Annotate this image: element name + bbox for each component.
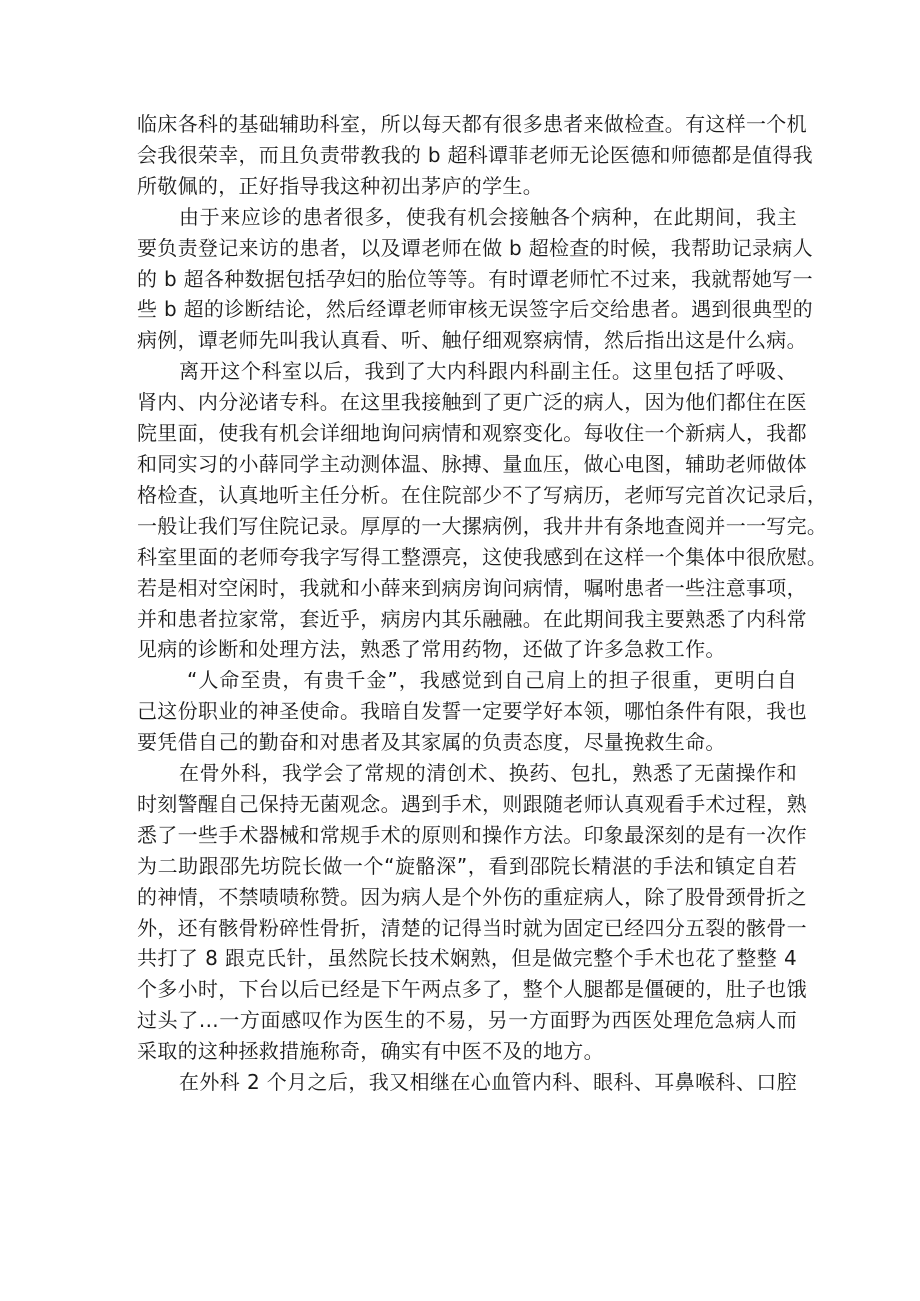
text-line: 离开这个科室以后，我到了大内科跟内科副主任。这里包括了呼吸、: [179, 359, 797, 384]
text-line: 要凭借自己的勤奋和对患者及其家属的负责态度，尽量挽救生命。: [137, 730, 726, 755]
paragraph: [137, 202, 813, 357]
paragraph: [137, 665, 807, 758]
document-body: [137, 109, 828, 1098]
text-line: 若是相对空闲时，我就和小薛来到病房询问病情，嘱咐患者一些注意事项，: [137, 575, 807, 600]
text-line: 由于来应诊的患者很多，使我有机会接触各个病种，在此期间，我主: [179, 204, 797, 229]
paragraph: [137, 356, 828, 665]
text-line: 见病的诊断和处理方法，熟悉了常用药物，还做了许多急救工作。: [137, 637, 726, 662]
text-line: 的 b 超各种数据包括孕妇的胎位等等。有时谭老师忙不过来，我就帮她写一: [137, 266, 813, 291]
text-line: “人命至贵，有贵千金”，我感觉到自己肩上的担子很重，更明白自: [187, 668, 797, 693]
text-line: 格检查，认真地听主任分析。在住院部少不了写病历，老师写完首次记录后，: [137, 482, 828, 507]
text-line: 所敬佩的，正好指导我这种初出茅庐的学生。: [137, 173, 543, 198]
text-line: 外，还有骸骨粉碎性骨折，清楚的记得当时就为固定已经四分五裂的骸骨一: [137, 915, 807, 940]
paragraph: [137, 758, 807, 1067]
text-line: 己这份职业的神圣使命。我暗自发誓一定要学好本领，哪怕条件有限，我也: [137, 699, 807, 724]
text-line: 悉了一些手术器械和常规手术的原则和操作方法。印象最深刻的是有一次作: [137, 822, 807, 847]
text-line: 过头了...一方面感叹作为医生的不易，另一方面野为西医处理危急病人而: [137, 1008, 797, 1033]
text-line: 和同实习的小薛同学主动测体温、脉搏、量血压，做心电图，辅助老师做体: [137, 451, 807, 476]
text-line: 的神情，不禁啧啧称赞。因为病人是个外伤的重症病人，除了股骨颈骨折之: [137, 884, 807, 909]
paragraph: [137, 109, 813, 202]
text-line: 个多小时，下台以后已经是下午两点多了，整个人腿都是僵硬的，肚子也饿: [137, 977, 807, 1002]
text-line: 一般让我们写住院记录。厚厚的一大摞病例，我井井有条地查阅并一一写完。: [137, 513, 828, 538]
text-line: 在骨外科，我学会了常规的清创术、换药、包扎，熟悉了无菌操作和: [179, 761, 797, 786]
text-line: 在外科 2 个月之后，我又相继在心血管内科、眼科、耳鼻喉科、口腔: [179, 1070, 797, 1095]
text-line: 肾内、内分泌诸专科。在这里我接触到了更广泛的病人，因为他们都住在医: [137, 390, 807, 415]
text-line: 要负责登记来访的患者，以及谭老师在做 b 超检查的时候，我帮助记录病人: [137, 235, 813, 260]
text-line: 共打了 8 跟克氏针，虽然院长技术娴熟，但是做完整个手术也花了整整 4: [137, 946, 797, 971]
text-line: 病例，谭老师先叫我认真看、听、触仔细观察病情，然后指出这是什么病。: [137, 328, 807, 353]
text-line: 些 b 超的诊断结论，然后经谭老师审核无误签字后交给患者。遇到很典型的: [137, 297, 813, 322]
text-line: 院里面，使我有机会详细地询问病情和观察变化。每收住一个新病人，我都: [137, 421, 807, 446]
text-line: 时刻警醒自己保持无菌观念。遇到手术，则跟随老师认真观看手术过程，熟: [137, 791, 807, 816]
text-line: 并和患者拉家常，套近乎，病房内其乐融融。在此期间我主要熟悉了内科常: [137, 606, 807, 631]
text-line: 科室里面的老师夸我字写得工整漂亮，这使我感到在这样一个集体中很欣慰。: [137, 544, 828, 569]
paragraph: [137, 1067, 797, 1098]
text-line: 临床各科的基础辅助科室，所以每天都有很多患者来做检查。有这样一个机: [137, 112, 807, 136]
text-line: 为二助跟邵先坊院长做一个“旋骼深”，看到邵院长精湛的手法和镇定自若: [137, 853, 797, 878]
text-line: 会我很荣幸，而且负责带教我的 b 超科谭菲老师无论医德和师德都是值得我: [137, 142, 813, 167]
text-line: 采取的这种拯救措施称奇，确实有中医不及的地方。: [137, 1039, 604, 1064]
